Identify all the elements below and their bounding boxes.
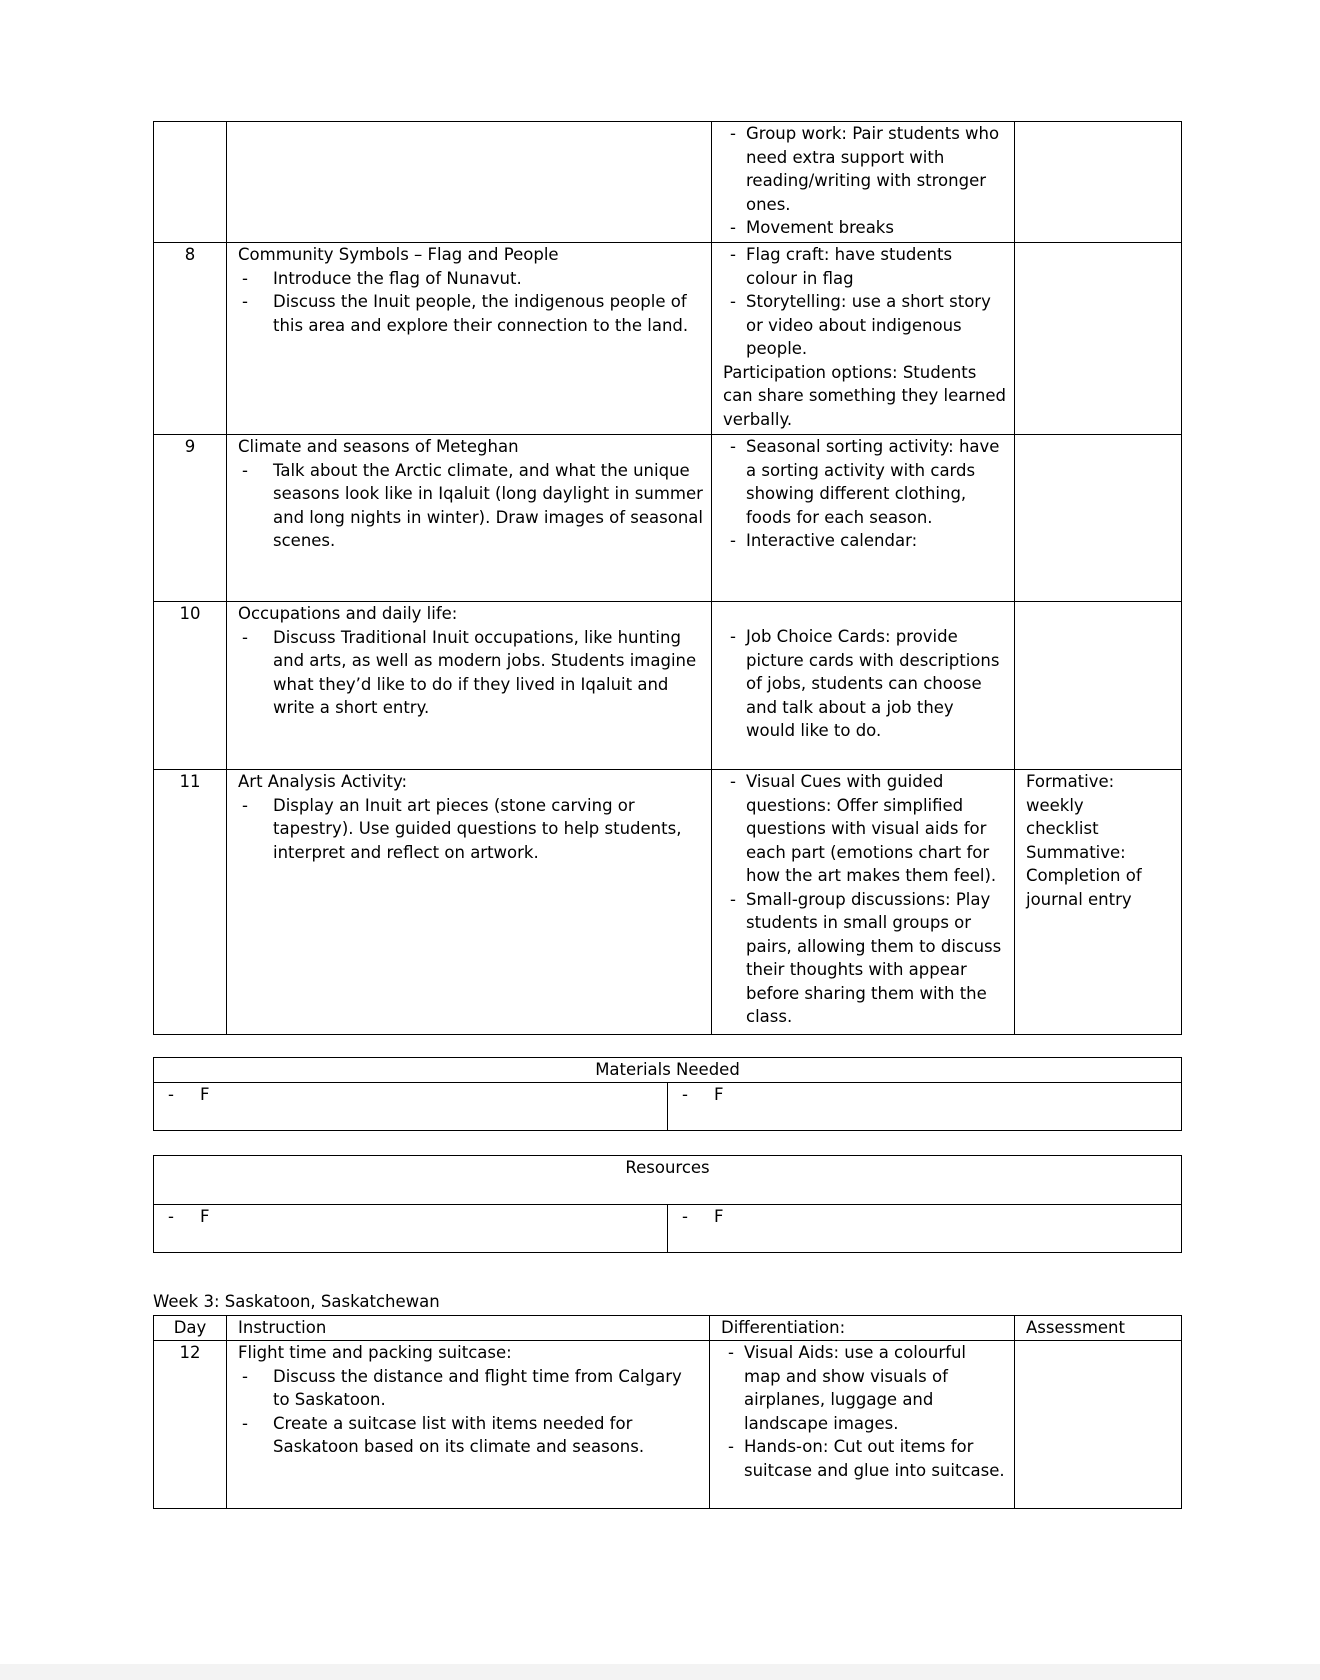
instruction-title: Occupations and daily life:: [238, 604, 458, 623]
lesson-row: [154, 435, 1182, 602]
instruction-cell: [227, 602, 712, 770]
differentiation-bullet: - Visual Aids: use a colourful map and show visuals of airplanes, luggage and landscape images.: [721, 1341, 1006, 1435]
differentiation-bullet: - Visual Cues with guided questions: Offer simplified questions with visual aids for each part (emotions chart for how the art makes them feel).: [723, 770, 1006, 888]
materials-right-item: F: [714, 1085, 724, 1104]
differentiation-bullets: [721, 1341, 1006, 1482]
instruction-cell: [227, 243, 712, 435]
differentiation-bullets: [723, 625, 1006, 743]
instruction-bullets: [238, 626, 703, 720]
page-bottom-edge: [0, 1664, 1320, 1680]
lesson-row: [154, 243, 1182, 435]
lesson-row: [154, 770, 1182, 1035]
instruction-cell: [227, 770, 712, 1035]
assessment-line: Summative:: [1026, 842, 1126, 862]
lesson-row: [154, 602, 1182, 770]
materials-right-dash: -: [682, 1085, 688, 1104]
instruction-bullet: - Create a suitcase list with items needed for Saskatoon based on its climate and seasons.: [238, 1412, 701, 1459]
day-number: 12: [154, 1341, 227, 1509]
instruction-bullet: - Discuss the Inuit people, the indigenous people of this area and explore their connection to the land.: [238, 290, 703, 337]
differentiation-bullet: - Flag craft: have students colour in flag: [723, 243, 1006, 290]
header-assessment: Assessment: [1015, 1316, 1182, 1341]
assessment-line: Completion of: [1026, 866, 1142, 885]
differentiation-cell: [710, 1341, 1015, 1509]
resources-left-cell: [154, 1205, 668, 1253]
resources-left-dash: -: [168, 1207, 174, 1226]
week2-lesson-table: [153, 121, 1182, 1035]
resources-right-cell: [668, 1205, 1182, 1253]
differentiation-bullet: - Storytelling: use a short story or video about indigenous people.: [723, 290, 1006, 361]
instruction-title: Art Analysis Activity:: [238, 772, 408, 791]
instruction-bullet: - Talk about the Arctic climate, and what the unique seasons look like in Iqaluit (long daylight in summer and long nights in winter). Draw images of seasonal scenes.: [238, 459, 703, 553]
differentiation-cell: [712, 122, 1015, 243]
header-day: Day: [154, 1316, 227, 1341]
differentiation-bullet: - Seasonal sorting activity: have a sorting activity with cards showing different clothing, foods for each season.: [723, 435, 1006, 529]
materials-right-cell: [668, 1083, 1182, 1131]
assessment-cell: [1015, 243, 1182, 435]
instruction-cell: [227, 122, 712, 243]
instruction-bullet: - Discuss the distance and flight time from Calgary to Saskatoon.: [238, 1365, 701, 1412]
instruction-bullets: [238, 1365, 701, 1459]
header-instruction: Instruction: [227, 1316, 710, 1341]
assessment-cell: [1015, 602, 1182, 770]
instruction-bullets: [238, 794, 703, 865]
week3-header-row: [154, 1316, 1182, 1341]
week3-lesson-table: [153, 1315, 1182, 1509]
instruction-bullet: - Introduce the flag of Nunavut.: [238, 267, 703, 291]
resources-title: Resources: [154, 1156, 1182, 1205]
resources-table: [153, 1155, 1182, 1253]
resources-right-dash: -: [682, 1207, 688, 1226]
week3-title: Week 3: Saskatoon, Saskatchewan: [153, 1292, 440, 1311]
differentiation-bullet: - Interactive calendar:: [723, 529, 1006, 553]
day-number: 9: [154, 435, 227, 602]
materials-left-item: F: [200, 1085, 210, 1104]
instruction-cell: [227, 435, 712, 602]
differentiation-bullet: - Movement breaks: [723, 216, 1006, 240]
differentiation-bullet: - Small-group discussions: Play students in small groups or pairs, allowing them to discuss their thoughts with appear before sharing them with the class.: [723, 888, 1006, 1029]
assessment-line: journal entry: [1026, 889, 1132, 909]
differentiation-bullet: - Job Choice Cards: provide picture cards with descriptions of jobs, students can choose and talk about a job they would like to do.: [723, 625, 1006, 743]
day-number: 10: [154, 602, 227, 770]
instruction-title: Climate and seasons of Meteghan: [238, 437, 519, 456]
differentiation-bullets: [723, 122, 1006, 240]
differentiation-cell: [712, 243, 1015, 435]
differentiation-cell: [712, 602, 1015, 770]
participation-options: Participation options: Students can share something they learned verbally.: [723, 362, 1006, 429]
week2-table-body: [154, 122, 1182, 1035]
assessment-cell: [1015, 770, 1182, 1035]
resources-right-item: F: [714, 1207, 724, 1226]
differentiation-bullets: [723, 435, 1006, 553]
assessment-cell: [1015, 122, 1182, 243]
assessment-line: weekly: [1026, 795, 1084, 815]
instruction-bullet: - Display an Inuit art pieces (stone carving or tapestry). Use guided questions to help students, interpret and reflect on artwork.: [238, 794, 703, 865]
assessment-line: Formative:: [1026, 772, 1115, 791]
differentiation-bullets: [723, 770, 1006, 1029]
instruction-title: Community Symbols – Flag and People: [238, 245, 559, 264]
week3-row-day-12: [154, 1341, 1182, 1509]
materials-title: Materials Needed: [154, 1058, 1182, 1083]
lesson-row: [154, 122, 1182, 243]
materials-table: [153, 1057, 1182, 1131]
differentiation-bullet: - Group work: Pair students who need extra support with reading/writing with stronger ones.: [723, 122, 1006, 216]
assessment-line: checklist: [1026, 819, 1099, 838]
differentiation-cell: [712, 770, 1015, 1035]
materials-left-cell: [154, 1083, 668, 1131]
materials-left-dash: -: [168, 1085, 174, 1104]
assessment-cell: [1015, 1341, 1182, 1509]
instruction-bullet: - Discuss Traditional Inuit occupations, like hunting and arts, as well as modern jobs. Students imagine what they’d like to do if they lived in Iqaluit and write a short entry.: [238, 626, 703, 720]
differentiation-bullets: [723, 243, 1006, 361]
instruction-cell: [227, 1341, 710, 1509]
assessment-cell: [1015, 435, 1182, 602]
differentiation-bullet: - Hands-on: Cut out items for suitcase and glue into suitcase.: [721, 1435, 1006, 1482]
differentiation-cell: [712, 435, 1015, 602]
instruction-bullets: [238, 267, 703, 338]
instruction-title: Flight time and packing suitcase:: [238, 1343, 512, 1362]
resources-left-item: F: [200, 1207, 210, 1226]
day-number: 11: [154, 770, 227, 1035]
instruction-bullets: [238, 459, 703, 553]
day-number: 8: [154, 243, 227, 435]
header-differentiation: Differentiation:: [710, 1316, 1015, 1341]
day-number: [154, 122, 227, 243]
